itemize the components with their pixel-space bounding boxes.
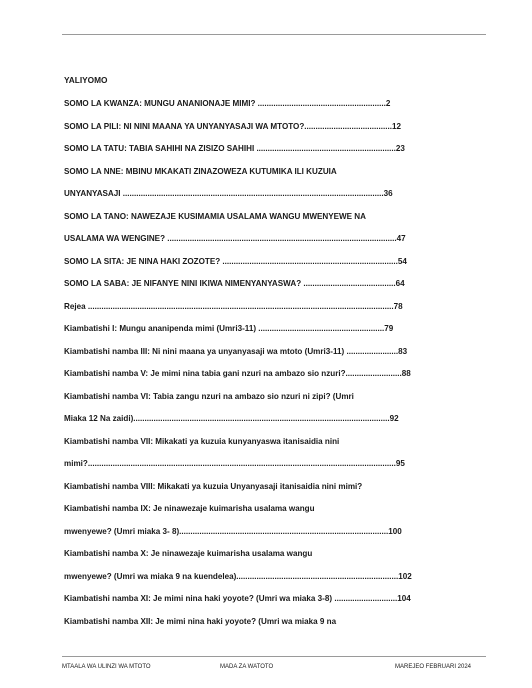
toc-entry[interactable]: mimi?.........................................................................................................................................95 [64, 459, 405, 468]
footer-left-text: MTAALA WA ULINZI WA MTOTO [62, 664, 151, 670]
toc-entry[interactable]: SOMO LA TANO: NAWEZAJE KUSIMAMIA USALAMA WANGU MWENYEWE NA [64, 211, 367, 221]
toc-entry[interactable]: Kiambatishi namba XI: Je mimi nina haki yoyote? (Umri wa miaka 3-8) ............................104 [64, 594, 411, 603]
toc-entry[interactable]: SOMO LA NNE: MBINU MKAKATI ZINAZOWEZA KUTUMIKA ILI KUZUIA [64, 166, 337, 176]
table-of-contents [64, 74, 464, 638]
toc-entry[interactable]: SOMO LA SABA: JE NIFANYE NINI IKIWA NIMENYANYASWA? .........................................64 [64, 279, 405, 288]
toc-entry[interactable]: SOMO LA KWANZA: MUNGU ANANIONAJE MIMI? .........................................................2 [64, 99, 391, 108]
toc-entry[interactable]: mwenyewe? (Umri wa miaka 9 na kuendelea)........................................................................102 [64, 571, 412, 581]
toc-entry[interactable]: SOMO LA SITA: JE NINA HAKI ZOZOTE? ..............................................................................54 [64, 256, 407, 266]
toc-entry[interactable]: Rejea ........................................................................................................................................78 [64, 301, 403, 311]
toc-entry[interactable]: Kiambatishi namba IX: Je ninawezaje kuimarisha usalama wangu [64, 504, 315, 513]
toc-entry[interactable]: Kiambatishi namba V: Je mimi nina tabia gani nzuri na ambazo sio nzuri?.........................88 [64, 369, 411, 378]
toc-entry[interactable]: mwenyewe? (Umri miaka 3- 8).............................................................................................100 [64, 526, 402, 536]
toc-entry[interactable]: Kiambatishi I: Mungu ananipenda mimi (Umri3-11) ........................................................79 [64, 324, 394, 333]
toc-entry[interactable]: Kiambatishi namba VII: Mikakati ya kuzuia kunyanyaswa itanisaidia nini [64, 436, 340, 446]
toc-entry[interactable]: Miaka 12 Na zaidi)..................................................................................................................92 [64, 414, 399, 423]
toc-entry[interactable]: Kiambatishi namba VI: Tabia zangu nzuri na ambazo sio nzuri ni zipi? (Umri [64, 391, 354, 401]
toc-entry[interactable]: Kiambatishi namba XII: Je mimi nina haki yoyote? (Umri wa miaka 9 na [64, 616, 337, 626]
toc-entry[interactable]: SOMO LA TATU: TABIA SAHIHI NA ZISIZO SAHIHI ..............................................................23 [64, 144, 405, 153]
header-rule [62, 34, 486, 35]
footer-right-text: MAREJEO FEBRUARI 2024 [395, 664, 472, 670]
toc-entry[interactable]: Kiambatishi namba VIII: Mikakati ya kuzuia Unyanyasaji itanisaidia nini mimi? [64, 481, 363, 491]
footer-center-text: MADA ZA WATOTO [220, 664, 274, 670]
toc-entry[interactable]: Kiambatishi namba III: Ni nini maana ya unyanyasaji wa mtoto (Umri3-11) .......................83 [64, 346, 408, 356]
toc-entry[interactable]: Kiambatishi namba X: Je ninawezaje kuimarisha usalama wangu [64, 549, 313, 558]
toc-entry[interactable]: UNYANYASAJI ....................................................................................................................36 [64, 189, 393, 198]
toc-entry[interactable]: USALAMA WA WENGINE? ......................................................................................................47 [64, 234, 406, 243]
toc-heading: YALIYOMO [64, 75, 108, 85]
toc-entry[interactable]: SOMO LA PILI: NI NINI MAANA YA UNYANYASAJI WA MTOTO?.......................................12 [64, 121, 401, 131]
footer-rule [62, 656, 486, 657]
